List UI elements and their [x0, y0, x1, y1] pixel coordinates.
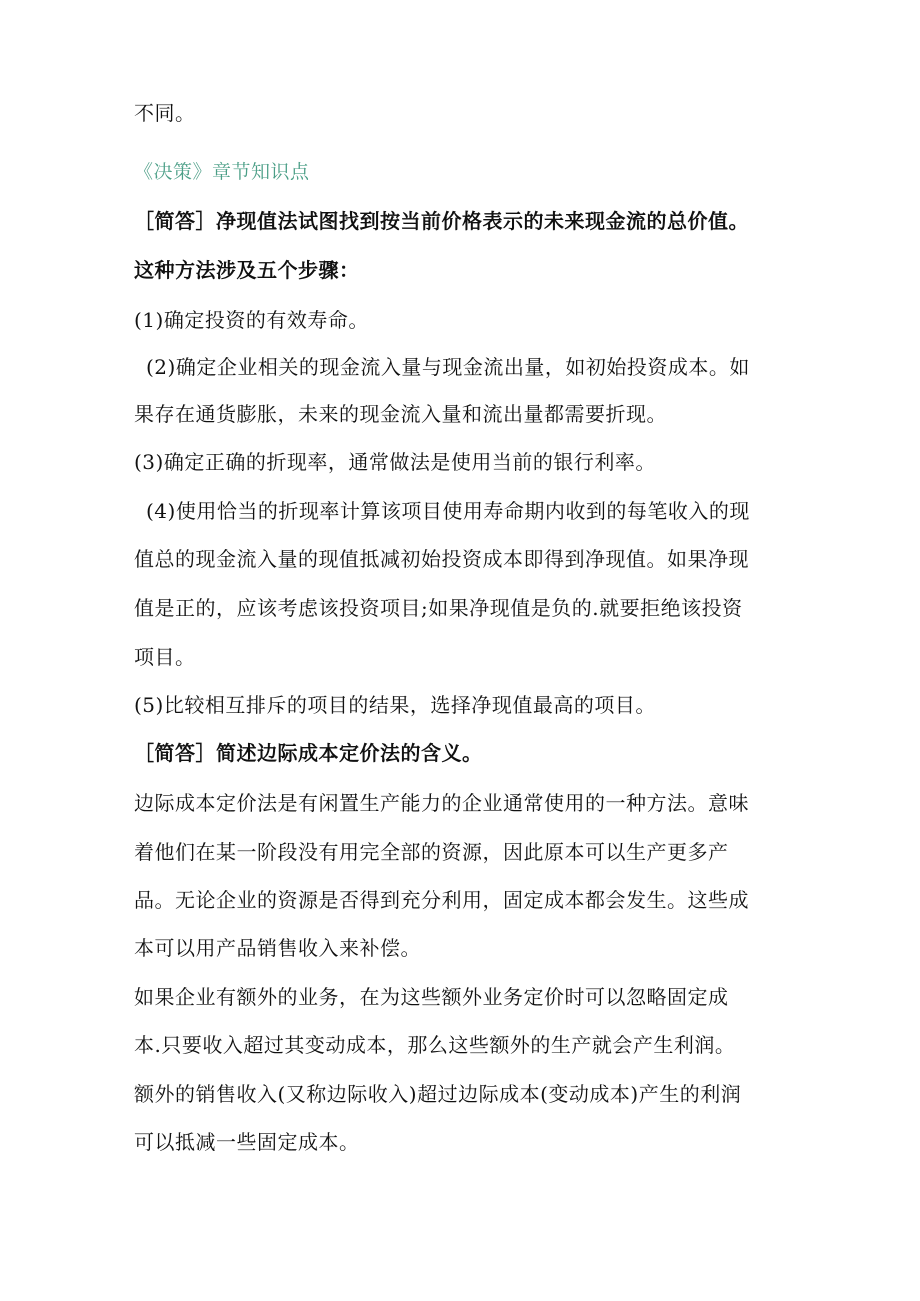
step-2-line-2: 果存在通货膨胀，未来的现金流入量和流出量都需要折现。	[134, 402, 667, 426]
text-line: 不同。	[134, 101, 196, 125]
paragraph-line: 着他们在某一阶段没有用完全部的资源，因此原本可以生产更多产	[134, 840, 729, 864]
step-4-line-4: 项目。	[134, 645, 196, 669]
step-4-line-3: 值是正的，应该考虑该投资项目;如果净现值是负的.就要拒绝该投资	[134, 596, 743, 620]
step-1: (1)确定投资的有效寿命。	[134, 308, 369, 332]
question-title: ［简答］简述边际成本定价法的含义。	[134, 741, 483, 765]
paragraph-line: 品。无论企业的资源是否得到充分利用，固定成本都会发生。这些成	[134, 888, 749, 912]
paragraph-line: 如果企业有额外的业务，在为这些额外业务定价时可以忽略固定成	[134, 985, 729, 1009]
paragraph-line: 本可以用产品销售收入来补偿。	[134, 936, 421, 960]
paragraph-line: 本.只要收入超过其变动成本，那么这些额外的生产就会产生利润。	[134, 1033, 736, 1057]
section-heading: 《决策》章节知识点	[134, 161, 310, 183]
paragraph-line: 可以抵减一些固定成本。	[134, 1130, 360, 1154]
question-title: ［简答］净现值法试图找到按当前价格表示的未来现金流的总价值。	[134, 209, 749, 233]
step-3: (3)确定正确的折现率，通常做法是使用当前的银行利率。	[134, 450, 656, 474]
step-5: (5)比较相互排斥的项目的结果，选择净现值最高的项目。	[134, 693, 656, 717]
paragraph-line: 额外的销售收入(又称边际收入)超过边际成本(变动成本)产生的利润	[134, 1082, 742, 1106]
step-2-line-1: (2)确定企业相关的现金流入量与现金流出量，如初始投资成本。如	[146, 355, 750, 379]
step-4-line-1: (4)使用恰当的折现率计算该项目使用寿命期内收到的每笔收入的现	[146, 499, 750, 523]
step-4-line-2: 值总的现金流入量的现值抵减初始投资成本即得到净现值。如果净现	[134, 547, 749, 571]
paragraph-line: 边际成本定价法是有闲置生产能力的企业通常使用的一种方法。意味	[134, 791, 749, 815]
question-title-continued: 这种方法涉及五个步骤：	[134, 258, 360, 282]
